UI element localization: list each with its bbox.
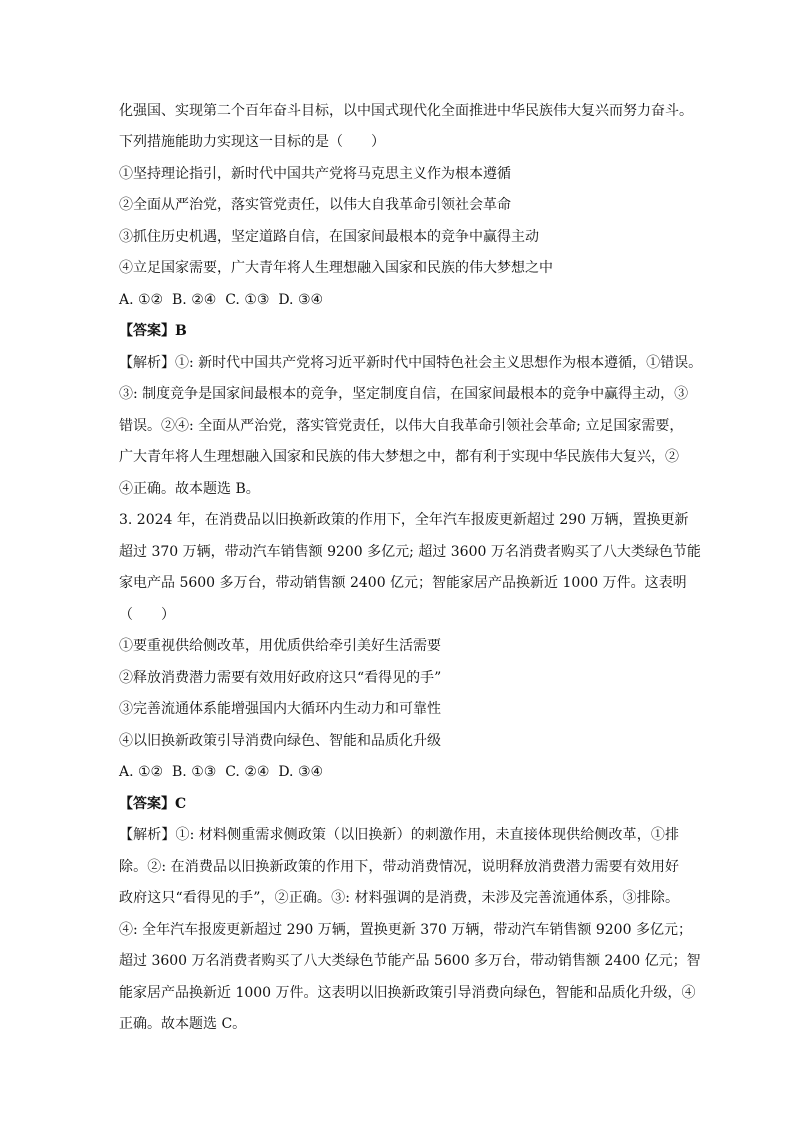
q2-option-2: ②全面从严治党，落实管党责任，以伟大自我革命引领社会革命 bbox=[119, 197, 511, 213]
q3-stem-line: （ ） bbox=[119, 607, 175, 623]
q3-answer: 【答案】C bbox=[119, 796, 187, 812]
q3-analysis-line: 除。②: 在消费品以旧换新政策的作用下，带动消费情况，说明释放消费潜力需要有效用好 bbox=[119, 859, 679, 875]
q2-analysis-line: ④正确。故本题选 B。 bbox=[119, 481, 260, 497]
q3-option-4: ④以旧换新政策引导消费向绿色、智能和品质化升级 bbox=[119, 733, 441, 749]
q3-analysis-line: 正确。故本题选 C。 bbox=[119, 1016, 247, 1032]
q2-option-1: ①坚持理论指引，新时代中国共产党将马克思主义作为根本遵循 bbox=[119, 166, 511, 182]
q3-analysis-line: 【解析】①: 材料侧重需求侧政策（以旧换新）的刺激作用，未直接体现供给侧改革，①排 bbox=[119, 827, 679, 843]
q2-analysis-line: 广大青年将人生理想融入国家和民族的伟大梦想之中，都有利于实现中华民族伟大复兴，② bbox=[119, 449, 679, 465]
q2-analysis-line: ③: 制度竞争是国家间最根本的竞争，坚定制度自信，在国家间最根本的竞争中赢得主动，③ bbox=[119, 386, 689, 402]
q2-choices: A. ①② B. ②④ C. ①③ D. ③④ bbox=[119, 292, 324, 308]
q2-option-3: ③抓住历史机遇，坚定道路自信，在国家间最根本的竞争中赢得主动 bbox=[119, 229, 539, 245]
q3-stem-line: 超过 370 万辆，带动汽车销售额 9200 多亿元; 超过 3600 万名消费者购买了八大类绿色节能 bbox=[119, 544, 701, 560]
q3-analysis-line: 能家居产品换新近 1000 万件。这表明以旧换新政策引导消费向绿色，智能和品质化升级，④ bbox=[119, 985, 696, 1001]
q2-answer: 【答案】B bbox=[119, 323, 187, 339]
q3-choices: A. ①② B. ①③ C. ②④ D. ③④ bbox=[119, 764, 324, 780]
q3-stem-line: 家电产品 5600 多万台，带动销售额 2400 亿元；智能家居产品换新近 1000 万件。这表明 bbox=[119, 575, 687, 591]
q2-option-4: ④立足国家需要，广大青年将人生理想融入国家和民族的伟大梦想之中 bbox=[119, 260, 553, 276]
q3-option-1: ①要重视供给侧改革，用优质供给牵引美好生活需要 bbox=[119, 638, 441, 654]
q3-option-3: ③完善流通体系能增强国内大循环内生动力和可靠性 bbox=[119, 701, 441, 717]
q3-stem-line: 3. 2024 年，在消费品以旧换新政策的作用下，全年汽车报废更新超过 290 万辆，置换更新 bbox=[119, 512, 689, 528]
q3-analysis-line: 超过 3600 万名消费者购买了八大类绿色节能产品 5600 多万台，带动销售额 2400 亿元；智 bbox=[119, 953, 701, 969]
q2-analysis-line: 错误。②④: 全面从严治党，落实管党责任，以伟大自我革命引领社会革命; 立足国家需要， bbox=[119, 418, 684, 434]
intro-line: 化强国、实现第二个百年奋斗目标，以中国式现代化全面推进中华民族伟大复兴而努力奋斗。 bbox=[119, 103, 693, 119]
question-prompt: 下列措施能助力实现这一目标的是（ ） bbox=[119, 134, 385, 150]
q2-analysis-line: 【解析】①: 新时代中国共产党将习近平新时代中国特色社会主义思想作为根本遵循，①错误。 bbox=[119, 355, 703, 371]
q3-option-2: ②释放消费潜力需要有效用好政府这只“看得见的手” bbox=[119, 670, 442, 686]
q3-analysis-line: 政府这只“看得见的手”，②正确。③: 材料强调的是消费，未涉及完善流通体系，③排除。 bbox=[119, 890, 679, 906]
q3-analysis-line: ④: 全年汽车报废更新超过 290 万辆，置换更新 370 万辆，带动汽车销售额 9200 多亿元； bbox=[119, 922, 692, 938]
